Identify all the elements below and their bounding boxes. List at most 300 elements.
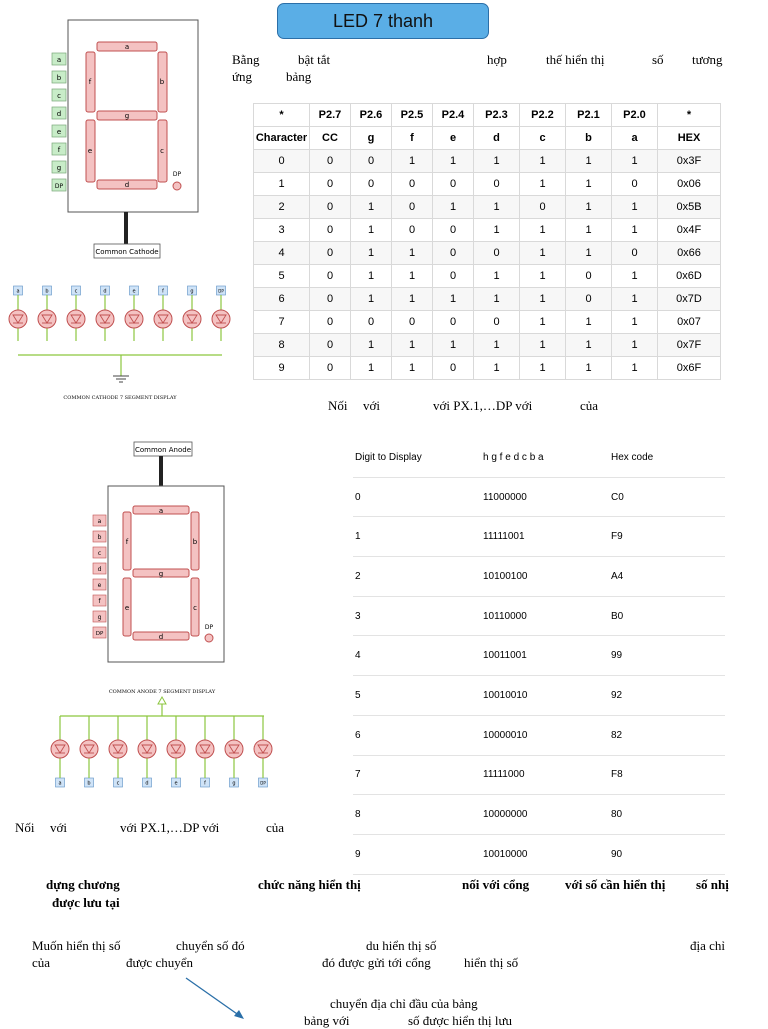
intro-word: tương bbox=[692, 52, 723, 67]
table-row bbox=[254, 150, 721, 173]
para-word: đó được gửi tới cổng bbox=[322, 955, 431, 970]
segment-label: DP bbox=[54, 183, 64, 190]
table-cell: 0 bbox=[310, 311, 351, 334]
table-cell: 11111000 bbox=[483, 769, 525, 781]
table-cell: 9 bbox=[254, 357, 310, 380]
table-cell: F9 bbox=[611, 531, 623, 543]
table-cell: 1 bbox=[351, 357, 392, 380]
segment-letter: e bbox=[124, 604, 130, 612]
segment-letter: a bbox=[158, 507, 164, 515]
table-cell: 4 bbox=[355, 650, 361, 662]
table-cell: 3 bbox=[254, 219, 310, 242]
table-row bbox=[353, 716, 725, 756]
table-cell: C0 bbox=[611, 491, 624, 503]
table-cell: 82 bbox=[611, 729, 623, 741]
led-body bbox=[212, 310, 230, 328]
bottom-word: chuyển địa chỉ đầu của bảng bbox=[330, 996, 478, 1011]
segment-label: c bbox=[97, 550, 102, 557]
vcc-arrow-icon bbox=[158, 697, 166, 704]
table-cell: 1 bbox=[392, 265, 433, 288]
table-cell: 0x07 bbox=[658, 311, 721, 334]
table-cell: 1 bbox=[566, 357, 612, 380]
table-cell: 1 bbox=[566, 219, 612, 242]
pin-label: e bbox=[132, 288, 136, 295]
table-cell: 0x66 bbox=[658, 242, 721, 265]
table-row bbox=[254, 219, 721, 242]
para-word: du hiển thị số bbox=[366, 938, 437, 953]
table-cell: A4 bbox=[611, 570, 624, 582]
table-cell: 0 bbox=[474, 242, 520, 265]
table-cell: 1 bbox=[520, 173, 566, 196]
common-pin bbox=[159, 456, 163, 486]
led-body bbox=[225, 740, 243, 758]
table-cell: 0 bbox=[392, 173, 433, 196]
table-cell: 1 bbox=[520, 242, 566, 265]
note-word: Nối bbox=[15, 820, 35, 835]
pin-label: e bbox=[174, 780, 178, 787]
table-cell: P2.0 bbox=[612, 104, 658, 127]
table-cell: 1 bbox=[566, 311, 612, 334]
pin-label: b bbox=[87, 780, 91, 787]
table-cell: 0 bbox=[355, 491, 361, 503]
segment-label: b bbox=[97, 534, 102, 541]
table-cell: 0 bbox=[351, 173, 392, 196]
table-cell: 10010000 bbox=[483, 848, 528, 860]
led-diode bbox=[109, 716, 127, 787]
note-word: với bbox=[363, 398, 380, 413]
table-cell: 1 bbox=[392, 288, 433, 311]
cathode-led-row bbox=[18, 355, 222, 382]
table-row bbox=[353, 597, 725, 637]
table-row bbox=[353, 557, 725, 597]
table-cell: 0x7D bbox=[658, 288, 721, 311]
table-cell: 3 bbox=[355, 610, 361, 622]
table-cell: 0 bbox=[520, 196, 566, 219]
intro-word: bật tắt bbox=[298, 52, 331, 67]
anode-caption: COMMON ANODE 7 SEGMENT DISPLAY bbox=[108, 689, 216, 695]
table-cell: 0x7F bbox=[658, 334, 721, 357]
intro-word: thế hiển thị bbox=[546, 52, 605, 67]
table-cell: 2 bbox=[254, 196, 310, 219]
table-cell: 99 bbox=[611, 650, 623, 662]
table-header-cell: Hex code bbox=[611, 451, 654, 463]
table-cell: 1 bbox=[474, 288, 520, 311]
table-cell: 0 bbox=[351, 150, 392, 173]
table-cell: 1 bbox=[612, 219, 658, 242]
segment-label: DP bbox=[95, 631, 104, 637]
table-cell: 1 bbox=[566, 334, 612, 357]
table-row bbox=[353, 756, 725, 796]
table-cell: 9 bbox=[355, 848, 361, 860]
intro-word: số bbox=[652, 52, 664, 67]
table-cell: 0 bbox=[310, 334, 351, 357]
cathode-caption: COMMON CATHODE 7 SEGMENT DISPLAY bbox=[63, 395, 177, 401]
segment-letter: f bbox=[88, 78, 92, 86]
table-cell: P2.3 bbox=[474, 104, 520, 127]
table-cell: P2.1 bbox=[566, 104, 612, 127]
segment-label: e bbox=[97, 582, 102, 589]
table-header-row bbox=[254, 127, 721, 150]
table-cell: 1 bbox=[433, 150, 474, 173]
table-cell: 6 bbox=[254, 288, 310, 311]
table-cell: 0 bbox=[310, 196, 351, 219]
table-cell: 1 bbox=[566, 196, 612, 219]
page-title-text: LED 7 thanh bbox=[332, 10, 434, 31]
segment-label: e bbox=[56, 128, 62, 136]
table-header-row bbox=[254, 104, 721, 127]
led-body bbox=[183, 310, 201, 328]
pin-label: f bbox=[162, 288, 164, 295]
table-cell: 92 bbox=[611, 689, 623, 701]
cathode-segment-labels bbox=[52, 53, 66, 191]
table-cell: 1 bbox=[520, 334, 566, 357]
led-body bbox=[38, 310, 56, 328]
para-word: của bbox=[32, 955, 51, 970]
segment-letter: g bbox=[158, 570, 164, 578]
table-cell: 0 bbox=[310, 357, 351, 380]
table-row bbox=[254, 242, 721, 265]
table-cell: 1 bbox=[351, 196, 392, 219]
table-cell: 1 bbox=[392, 150, 433, 173]
table-row bbox=[254, 173, 721, 196]
table-row bbox=[254, 288, 721, 311]
led-diode bbox=[196, 716, 214, 787]
table-header-cell: Digit to Display bbox=[355, 451, 422, 463]
led-body bbox=[254, 740, 272, 758]
para-word: địa chỉ bbox=[690, 938, 726, 953]
table-cell: 1 bbox=[351, 265, 392, 288]
segment-letter: g bbox=[124, 112, 130, 120]
table-cell: f bbox=[392, 127, 433, 150]
led-diode bbox=[167, 716, 185, 787]
dp-letter: DP bbox=[172, 171, 182, 178]
table-cell: 1 bbox=[612, 288, 658, 311]
table-cell: 1 bbox=[612, 357, 658, 380]
table-cell: 1 bbox=[566, 173, 612, 196]
led-diode bbox=[138, 716, 156, 787]
led-diode bbox=[96, 286, 114, 341]
led-diode bbox=[80, 716, 98, 787]
segment-dp bbox=[173, 182, 181, 190]
table-cell: 1 bbox=[520, 219, 566, 242]
table-cell: 1 bbox=[392, 334, 433, 357]
table-cell: 0 bbox=[433, 265, 474, 288]
led-diode bbox=[51, 716, 69, 787]
table-cell: 0x4F bbox=[658, 219, 721, 242]
note-word: với PX.1,…DP với bbox=[433, 398, 533, 413]
table-cell: a bbox=[612, 127, 658, 150]
led-body bbox=[125, 310, 143, 328]
led-body bbox=[154, 310, 172, 328]
intro-word: Bằng bbox=[232, 52, 260, 67]
table-cell: P2.2 bbox=[520, 104, 566, 127]
segment-letter: a bbox=[124, 43, 130, 51]
pin-label: g bbox=[232, 780, 236, 787]
anode-leds bbox=[51, 716, 272, 787]
table-cell: 10100100 bbox=[483, 570, 528, 582]
segment-letter: c bbox=[160, 147, 164, 155]
table-cell: 0 bbox=[474, 173, 520, 196]
pin-label: b bbox=[45, 288, 49, 295]
table-cell: 1 bbox=[474, 357, 520, 380]
table-cell: B0 bbox=[611, 610, 624, 622]
table-cell: e bbox=[433, 127, 474, 150]
led-body bbox=[67, 310, 85, 328]
table-cell: 0 bbox=[310, 265, 351, 288]
note-word: với bbox=[50, 820, 67, 835]
table-cell: 1 bbox=[474, 196, 520, 219]
anode-led-row bbox=[60, 697, 264, 716]
table-row bbox=[254, 334, 721, 357]
pin-label: DP bbox=[218, 288, 224, 294]
table-cell: 5 bbox=[355, 689, 361, 701]
table-cell: 10011001 bbox=[483, 650, 527, 662]
table-cell: 0 bbox=[310, 219, 351, 242]
bold-word: nối với cổng bbox=[462, 877, 530, 892]
table-cell: 1 bbox=[520, 288, 566, 311]
led-diode bbox=[183, 286, 201, 341]
segment-letter: e bbox=[87, 147, 93, 155]
table-cell: 1 bbox=[433, 334, 474, 357]
table-cell: g bbox=[351, 127, 392, 150]
table-row bbox=[254, 357, 721, 380]
table-cell: * bbox=[658, 104, 721, 127]
table-cell: 0x6F bbox=[658, 357, 721, 380]
pin-label: DP bbox=[260, 780, 266, 786]
table-cell: 11111001 bbox=[483, 531, 525, 543]
table-cell: P2.7 bbox=[310, 104, 351, 127]
intro-word: bảng bbox=[286, 69, 312, 84]
table-cell: 1 bbox=[351, 242, 392, 265]
table-cell: 1 bbox=[474, 150, 520, 173]
hex-table-anode bbox=[353, 438, 725, 875]
segment-letter: d bbox=[124, 181, 130, 189]
table-cell: P2.4 bbox=[433, 104, 474, 127]
table-cell: b bbox=[566, 127, 612, 150]
table-cell: 1 bbox=[355, 531, 361, 543]
anode-segment-labels bbox=[93, 515, 106, 638]
table-row bbox=[254, 196, 721, 219]
segment-letter: b bbox=[159, 78, 165, 86]
table-cell: 0 bbox=[310, 173, 351, 196]
table-row bbox=[353, 517, 725, 557]
table-cell: 0 bbox=[474, 311, 520, 334]
led-diode bbox=[67, 286, 85, 341]
segment-label: d bbox=[56, 110, 62, 118]
table-cell: 1 bbox=[520, 357, 566, 380]
table-row bbox=[353, 676, 725, 716]
table-cell: c bbox=[520, 127, 566, 150]
table-cell: 0 bbox=[433, 311, 474, 334]
note-word: của bbox=[266, 820, 285, 835]
table-cell: 80 bbox=[611, 809, 623, 821]
table-cell: 1 bbox=[612, 311, 658, 334]
truth-table-cathode bbox=[253, 103, 721, 380]
para-word: hiển thị số bbox=[464, 955, 519, 970]
table-cell: 1 bbox=[612, 334, 658, 357]
table-cell: 1 bbox=[612, 196, 658, 219]
table-cell: HEX bbox=[658, 127, 721, 150]
para-word: chuyển số đó bbox=[176, 938, 245, 953]
table-cell: 1 bbox=[351, 334, 392, 357]
table-cell: 0 bbox=[310, 150, 351, 173]
led-diode bbox=[38, 286, 56, 341]
table-cell: 0 bbox=[612, 173, 658, 196]
table-row bbox=[353, 636, 725, 676]
note-word: Nối bbox=[328, 398, 348, 413]
table-header-cell: h g f e d c b a bbox=[483, 451, 544, 463]
table-cell: 0x06 bbox=[658, 173, 721, 196]
table-cell: 11000000 bbox=[483, 491, 527, 503]
bold-word: với số cần hiển thị bbox=[565, 877, 666, 892]
segment-letter: c bbox=[193, 604, 197, 612]
segment-label: f bbox=[57, 146, 61, 154]
table-cell: 4 bbox=[254, 242, 310, 265]
pin-label: d bbox=[145, 780, 149, 787]
segment-label: g bbox=[56, 164, 62, 172]
dp-letter: DP bbox=[204, 624, 214, 631]
segment-label: d bbox=[97, 566, 102, 573]
table-cell: 7 bbox=[355, 769, 361, 781]
led-diode bbox=[154, 286, 172, 341]
segment-label: g bbox=[97, 614, 102, 621]
table-cell: 8 bbox=[355, 809, 361, 821]
led-body bbox=[96, 310, 114, 328]
table-cell: 0 bbox=[612, 242, 658, 265]
table-cell: 0x6D bbox=[658, 265, 721, 288]
table-cell: 5 bbox=[254, 265, 310, 288]
table-cell: 1 bbox=[520, 150, 566, 173]
table-cell: 1 bbox=[520, 265, 566, 288]
table-cell: 0 bbox=[310, 242, 351, 265]
bold-word: chức năng hiển thị bbox=[258, 877, 361, 892]
table-header-row bbox=[353, 438, 725, 478]
pin-label: f bbox=[204, 780, 206, 787]
segment-letter: b bbox=[192, 538, 198, 546]
segment-label: c bbox=[57, 92, 61, 100]
pin-label: c bbox=[116, 780, 120, 787]
common-anode-diagram bbox=[0, 438, 300, 800]
common-anode-label: Common Anode bbox=[134, 446, 192, 454]
table-cell: 0 bbox=[433, 173, 474, 196]
table-cell: 1 bbox=[433, 288, 474, 311]
table-cell: 0 bbox=[433, 357, 474, 380]
led-body bbox=[196, 740, 214, 758]
table-cell: 10000010 bbox=[483, 729, 528, 741]
segment-letter: d bbox=[158, 633, 164, 641]
table-cell: 0x5B bbox=[658, 196, 721, 219]
table-cell: P2.6 bbox=[351, 104, 392, 127]
bold-word: số nhị bbox=[696, 877, 729, 892]
table-row bbox=[353, 478, 725, 518]
table-cell: 1 bbox=[566, 242, 612, 265]
table-cell: 0x3F bbox=[658, 150, 721, 173]
bottom-word: bảng với bbox=[304, 1013, 350, 1028]
table-cell: 1 bbox=[612, 150, 658, 173]
table-cell: 1 bbox=[566, 150, 612, 173]
table-cell: 1 bbox=[254, 173, 310, 196]
led-body bbox=[167, 740, 185, 758]
led-body bbox=[9, 310, 27, 328]
table-cell: 6 bbox=[355, 729, 361, 741]
table-row bbox=[254, 265, 721, 288]
table-cell: P2.5 bbox=[392, 104, 433, 127]
table-row bbox=[353, 835, 725, 875]
page-title bbox=[277, 3, 489, 39]
segment-letter: f bbox=[125, 538, 129, 546]
para-word: được chuyển bbox=[126, 955, 193, 970]
pin-label: a bbox=[58, 780, 62, 787]
table-cell: 1 bbox=[433, 196, 474, 219]
pin-label: a bbox=[16, 288, 20, 295]
pin-label: g bbox=[190, 288, 194, 295]
table-cell: 1 bbox=[392, 242, 433, 265]
bottom-word: số được hiển thị lưu bbox=[408, 1013, 513, 1028]
led-body bbox=[109, 740, 127, 758]
table-cell: d bbox=[474, 127, 520, 150]
table-cell: 10000000 bbox=[483, 809, 528, 821]
intro-word: hợp bbox=[487, 52, 507, 67]
table-cell: 0 bbox=[566, 288, 612, 311]
table-cell: 0 bbox=[392, 311, 433, 334]
arrow-icon bbox=[180, 974, 250, 1024]
table-cell: 1 bbox=[474, 219, 520, 242]
segment-label: b bbox=[56, 74, 62, 82]
table-cell: 0 bbox=[310, 288, 351, 311]
table-cell: 1 bbox=[612, 265, 658, 288]
pin-label: c bbox=[74, 288, 78, 295]
led-diode bbox=[9, 286, 27, 341]
segment-dp bbox=[205, 634, 213, 642]
led-body bbox=[51, 740, 69, 758]
common-cathode-label: Common Cathode bbox=[95, 248, 159, 256]
table-cell: * bbox=[254, 104, 310, 127]
table-cell: 0 bbox=[433, 219, 474, 242]
led-body bbox=[138, 740, 156, 758]
note-word: của bbox=[580, 398, 599, 413]
table-row bbox=[254, 311, 721, 334]
table-cell: 1 bbox=[351, 219, 392, 242]
note-word: với PX.1,…DP với bbox=[120, 820, 220, 835]
led-diode bbox=[212, 286, 230, 341]
segment-label: f bbox=[98, 598, 101, 605]
table-cell: 8 bbox=[254, 334, 310, 357]
table-cell: 1 bbox=[392, 357, 433, 380]
led-diode bbox=[225, 716, 243, 787]
table-cell: 1 bbox=[520, 311, 566, 334]
table-cell: 0 bbox=[254, 150, 310, 173]
table-cell: 0 bbox=[351, 311, 392, 334]
segment-label: a bbox=[56, 56, 62, 64]
intro-word: ứng bbox=[232, 69, 253, 84]
table-cell: 0 bbox=[433, 242, 474, 265]
segment-label: a bbox=[97, 518, 102, 525]
led-diode bbox=[125, 286, 143, 341]
bold-word: dựng chương bbox=[46, 877, 120, 892]
table-row bbox=[353, 795, 725, 835]
table-cell: 1 bbox=[351, 288, 392, 311]
table-cell: 90 bbox=[611, 848, 623, 860]
led-body bbox=[80, 740, 98, 758]
pin-label: d bbox=[103, 288, 107, 295]
cathode-leds bbox=[9, 286, 230, 341]
table-cell: 1 bbox=[474, 265, 520, 288]
table-cell: 10110000 bbox=[483, 610, 527, 622]
led-diode bbox=[254, 716, 272, 787]
common-cathode-diagram bbox=[0, 10, 235, 410]
common-pin bbox=[124, 212, 128, 244]
table-cell: 0 bbox=[392, 196, 433, 219]
